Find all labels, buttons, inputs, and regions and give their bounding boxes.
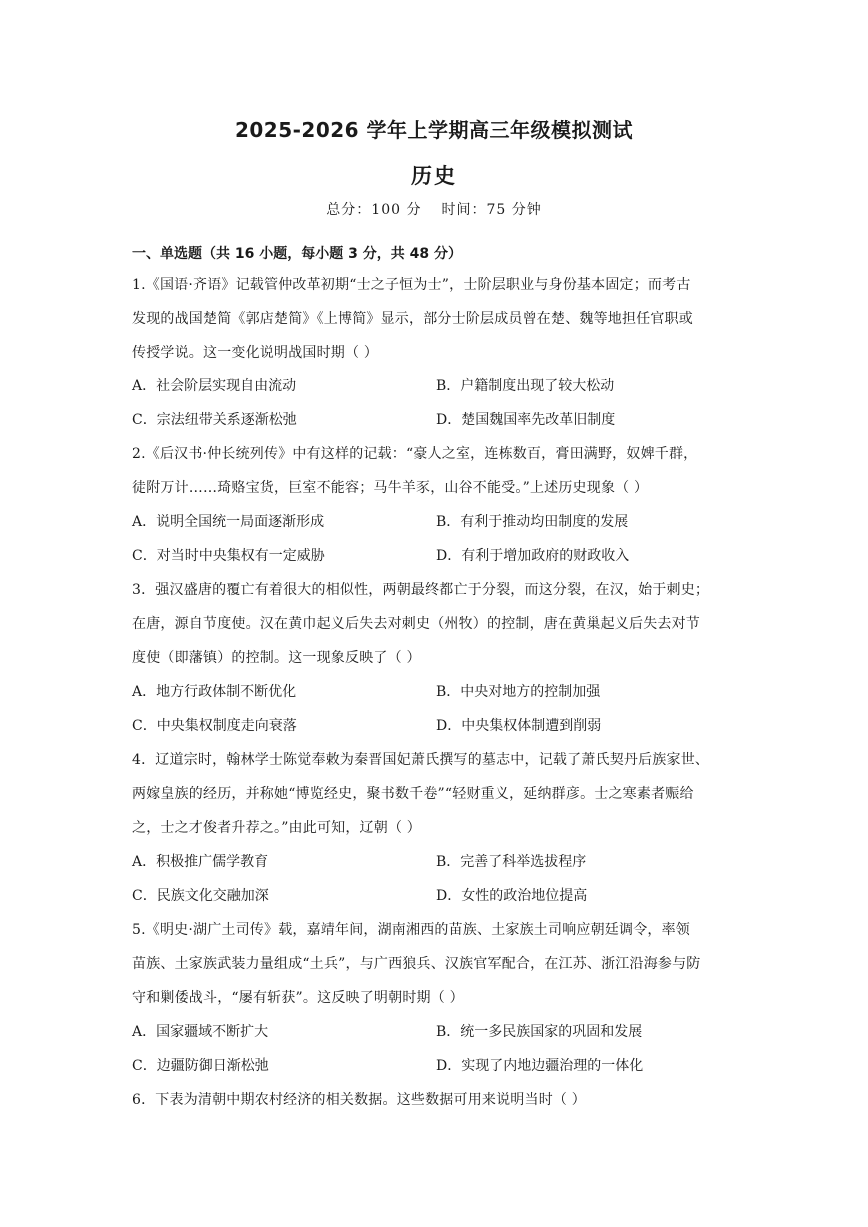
question-4-line-3: 之，士之才俊者升荐之。”由此可知，辽朝（ ） bbox=[132, 820, 422, 836]
question-3-line-1: 3．强汉盛唐的覆亡有着很大的相似性，两朝最终都亡于分裂，而这分裂，在汉，始于刺史； bbox=[132, 582, 710, 598]
question-5-option-d[interactable]: D．实现了内地边疆治理的一体化 bbox=[436, 1058, 644, 1074]
question-4-option-a[interactable]: A．积极推广儒学教育 bbox=[132, 854, 269, 870]
question-4-option-d[interactable]: D．女性的政治地位提高 bbox=[436, 888, 588, 904]
question-1-line-1: 1.《国语·齐语》记载管仲改革初期“士之子恒为士”，士阶层职业与身份基本固定；而考古 bbox=[132, 277, 691, 293]
question-5-line-1: 5.《明史·湖广土司传》载，嘉靖年间，湖南湘西的苗族、土家族土司响应朝廷调令，率领 bbox=[132, 922, 691, 938]
question-4-option-b[interactable]: B．完善了科举选拔程序 bbox=[436, 854, 587, 870]
question-4-option-c[interactable]: C．民族文化交融加深 bbox=[132, 888, 269, 904]
question-2-line-2: 徒附万计……琦赂宝货，巨室不能容；马牛羊豕，山谷不能受。”上述历史现象（ ） bbox=[132, 480, 649, 496]
section-heading: 一、单选题（共 16 小题，每小题 3 分，共 48 分） bbox=[132, 246, 462, 262]
question-2-option-a[interactable]: A．说明全国统一局面逐渐形成 bbox=[132, 514, 325, 530]
exam-time: 时间：75 分钟 bbox=[441, 202, 542, 218]
question-5-line-3: 守和剿倭战斗，“屡有斩获”。这反映了明朝时期（ ） bbox=[132, 990, 464, 1006]
question-1-option-c[interactable]: C．宗法纽带关系逐渐松弛 bbox=[132, 412, 297, 428]
question-3-option-b[interactable]: B．中央对地方的控制加强 bbox=[436, 684, 601, 700]
question-1-line-3: 传授学说。这一变化说明战国时期（ ） bbox=[132, 345, 379, 361]
total-score: 总分：100 分 bbox=[326, 202, 422, 218]
question-3-option-a[interactable]: A．地方行政体制不断优化 bbox=[132, 684, 297, 700]
exam-meta bbox=[0, 199, 868, 219]
question-1-option-a[interactable]: A．社会阶层实现自由流动 bbox=[132, 378, 297, 394]
question-2-option-b[interactable]: B．有利于推动均田制度的发展 bbox=[436, 514, 629, 530]
question-4-line-2: 两嫁皇族的经历，并称她“博览经史，聚书数千卷”“轻财重义，延纳群彦。士之寒素者赈给 bbox=[132, 786, 694, 802]
question-4-line-1: 4．辽道宗时，翰林学士陈觉奉敕为秦晋国妃萧氏撰写的墓志中，记载了萧氏契丹后族家世、 bbox=[132, 752, 710, 768]
question-5-option-c[interactable]: C．边疆防御日渐松弛 bbox=[132, 1058, 269, 1074]
question-2-option-d[interactable]: D．有利于增加政府的财政收入 bbox=[436, 548, 630, 564]
question-3-option-c[interactable]: C．中央集权制度走向衰落 bbox=[132, 718, 297, 734]
question-3-option-d[interactable]: D．中央集权体制遭到削弱 bbox=[436, 718, 602, 734]
question-2-line-1: 2.《后汉书·仲长统列传》中有这样的记载：“豪人之室，连栋数百，膏田满野，奴婢千群， bbox=[132, 446, 698, 462]
exam-title: 2025-2026 学年上学期高三年级模拟测试 bbox=[234, 118, 634, 142]
question-1-line-2: 发现的战国楚简《郭店楚简》《上博简》显示，部分士阶层成员曾在楚、魏等地担任官职或 bbox=[132, 311, 693, 327]
question-5-option-a[interactable]: A．国家疆域不断扩大 bbox=[132, 1024, 269, 1040]
question-3-line-3: 度使（即藩镇）的控制。这一现象反映了（ ） bbox=[132, 650, 421, 666]
question-3-line-2: 在唐，源自节度使。汉在黄巾起义后失去对刺史（州牧）的控制，唐在黄巢起义后失去对节 bbox=[132, 616, 700, 632]
question-6-line-1: 6．下表为清朝中期农村经济的相关数据。这些数据可用来说明当时（ ） bbox=[132, 1092, 586, 1108]
question-5-option-b[interactable]: B．统一多民族国家的巩固和发展 bbox=[436, 1024, 643, 1040]
subject-title: 历史 bbox=[411, 164, 457, 188]
question-1-option-b[interactable]: B．户籍制度出现了较大松动 bbox=[436, 378, 615, 394]
question-2-option-c[interactable]: C．对当时中央集权有一定威胁 bbox=[132, 548, 325, 564]
question-1-option-d[interactable]: D．楚国魏国率先改革旧制度 bbox=[436, 412, 616, 428]
question-5-line-2: 苗族、土家族武装力量组成“土兵”，与广西狼兵、汉族官军配合，在江苏、浙江沿海参与防 bbox=[132, 956, 701, 972]
